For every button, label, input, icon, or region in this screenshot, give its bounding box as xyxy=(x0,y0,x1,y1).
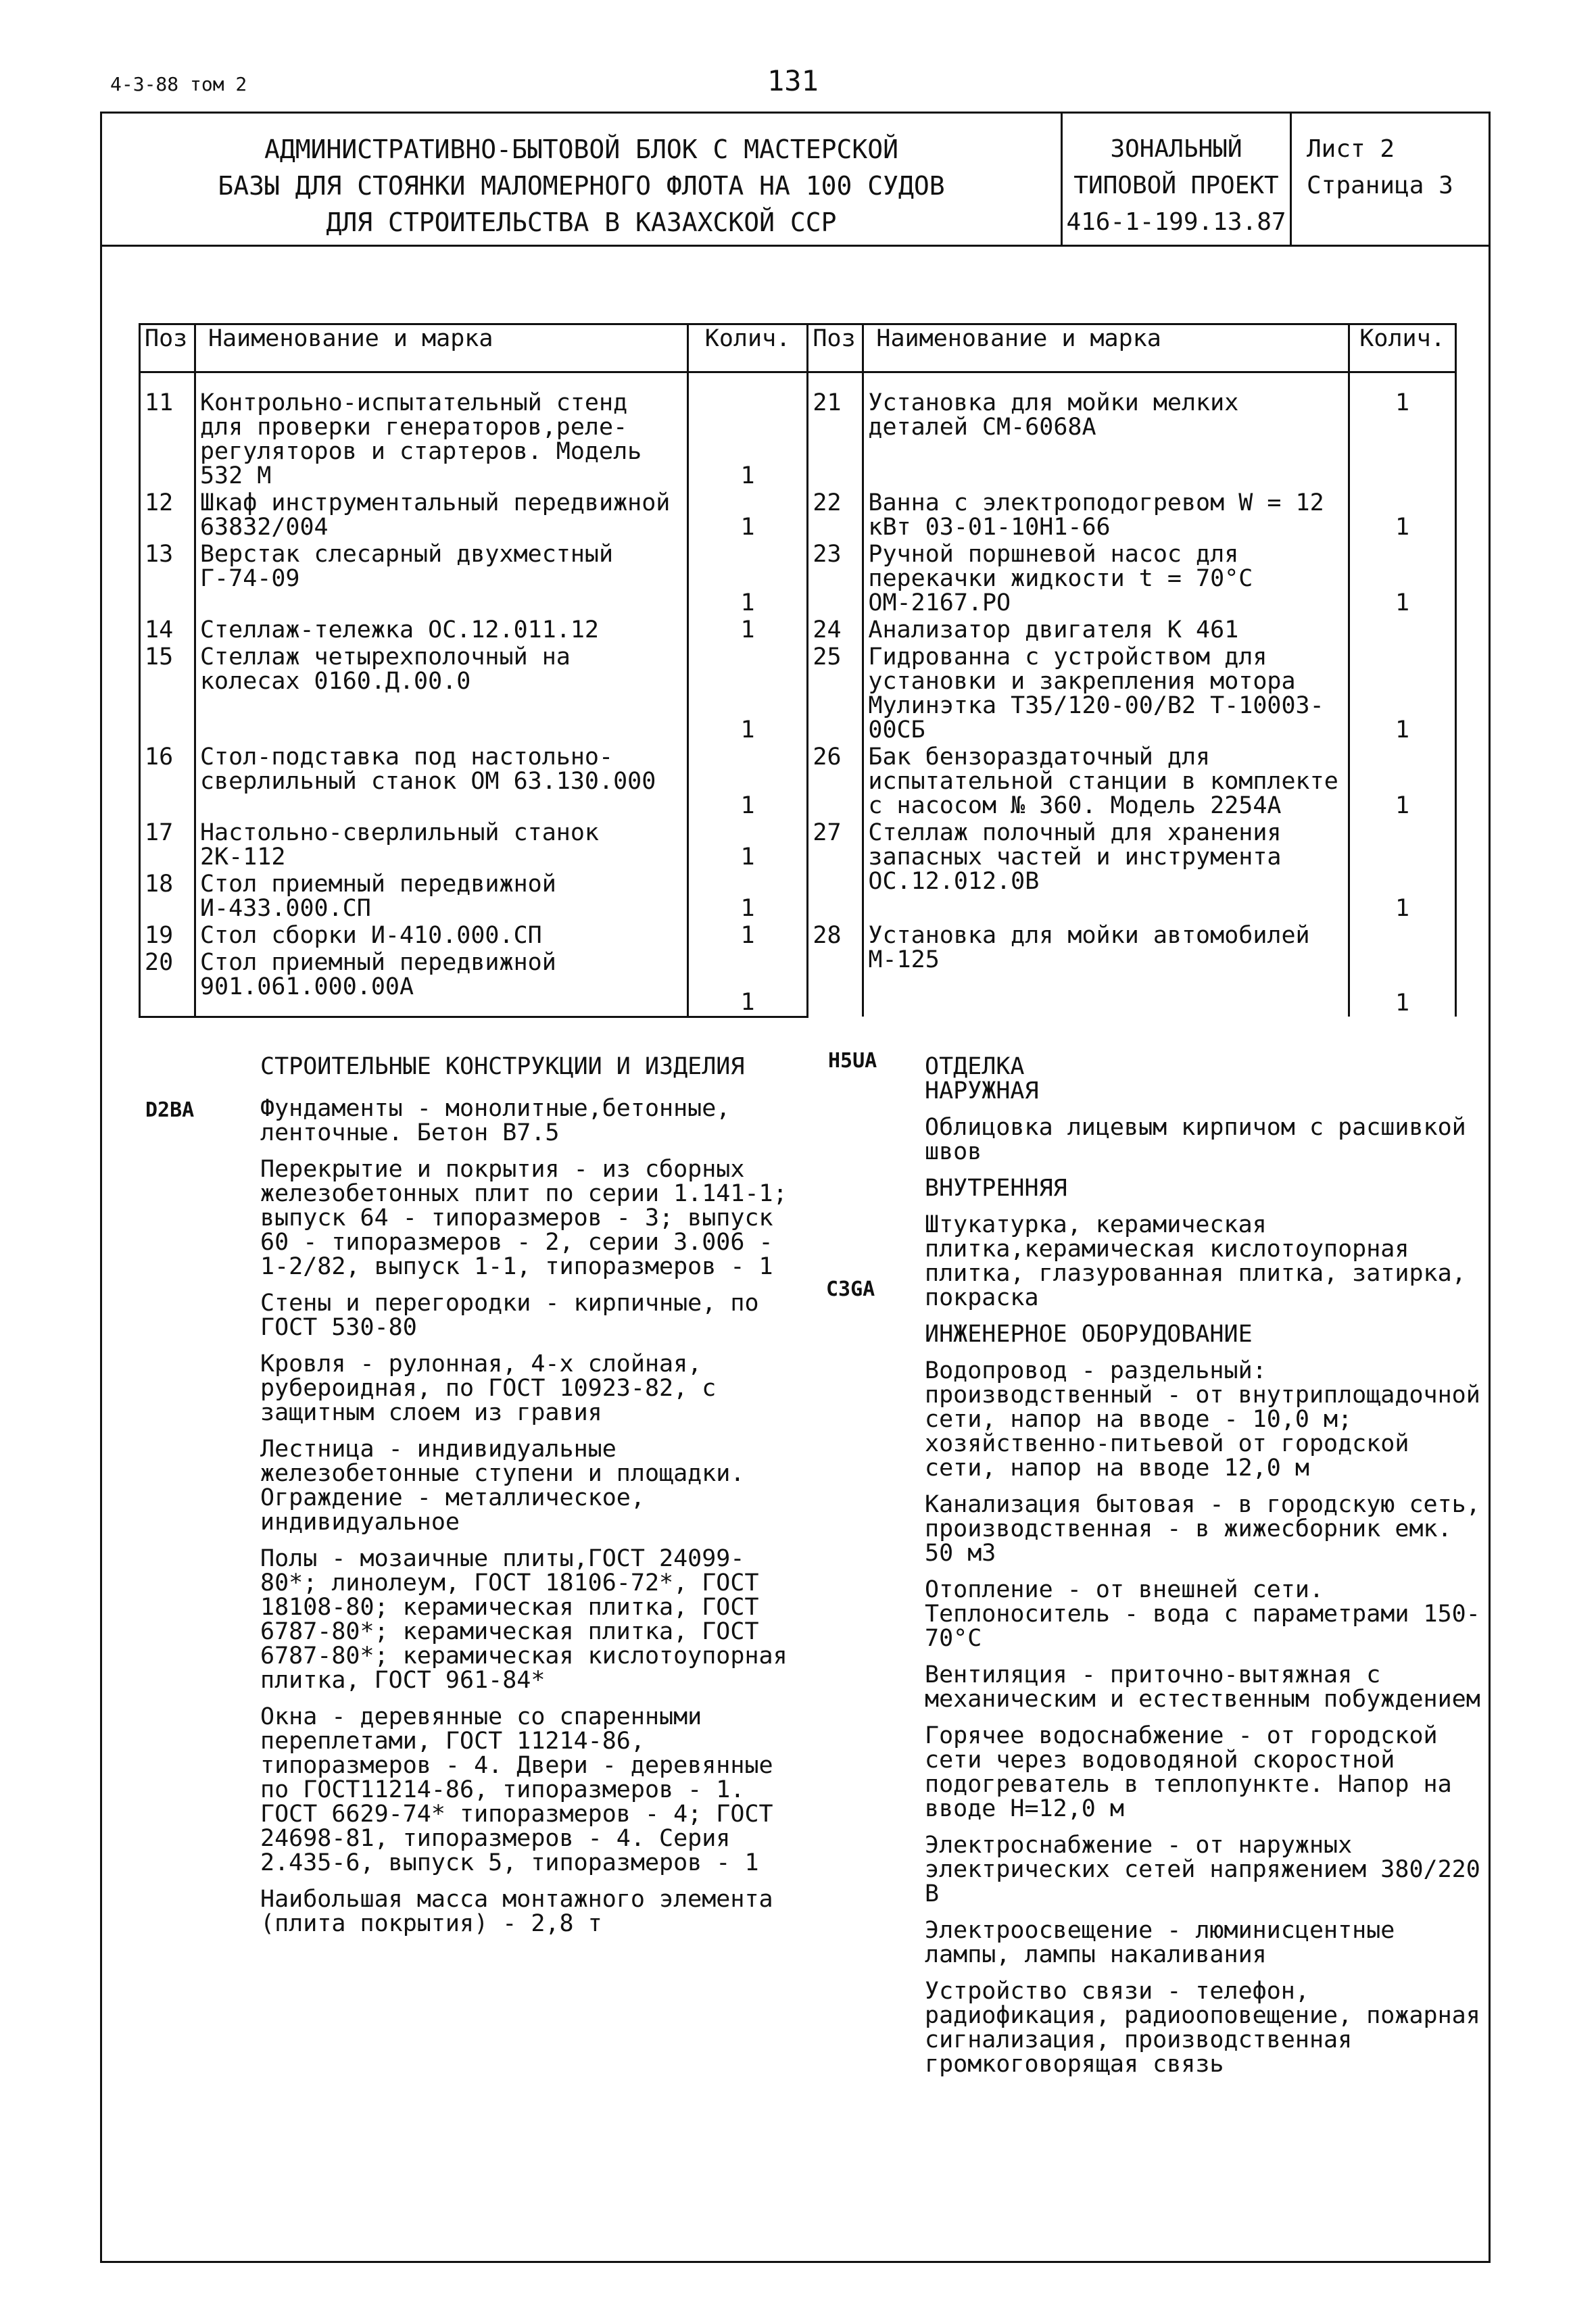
table-row xyxy=(140,541,1456,616)
page-number: 131 xyxy=(767,64,819,97)
pos-11: 11 xyxy=(140,372,195,490)
finishing-inner-heading: ВНУТРЕННЯЯ xyxy=(925,1175,1067,1202)
item-24-name: Анализатор двигателя К 461 xyxy=(863,616,1349,643)
code-stamp-engineering: C3GA xyxy=(826,1277,875,1301)
engineering-item: Канализация бытовая - в городскую сеть, производственная - в жижесборник емк. 50 м3 xyxy=(925,1491,1480,1567)
item-28-qty: 1 xyxy=(1349,922,1456,1017)
finishing-outer-heading: НАРУЖНАЯ xyxy=(925,1077,1039,1104)
construction-item: Наибольшая масса монтажного элемента (плита покрытия) - 2,8 т xyxy=(260,1886,773,1937)
project-code: 416-1-199.13.87 xyxy=(1066,208,1286,236)
item-12-qty: 1 xyxy=(687,489,808,541)
pos-15: 15 xyxy=(140,643,195,744)
finishing-heading: ОТДЕЛКА xyxy=(925,1053,1025,1080)
header-qty-right: Колич. xyxy=(1349,324,1456,372)
pos-14: 14 xyxy=(140,616,195,643)
engineering-item: Электроосвещение - люминисцентные лампы, лампы накаливания xyxy=(925,1917,1395,1968)
table-row xyxy=(140,372,1456,490)
item-23-name: Ручной поршневой насос для перекачки жидкости t = 70°С ОМ-2167.РО xyxy=(863,541,1349,616)
item-15-name: Стеллаж четырехполочный на колесах 0160.Д.00.0 xyxy=(195,643,687,744)
finishing-outer: Облицовка лицевым кирпичом с расшивкой швов xyxy=(925,1114,1466,1165)
item-27-qty: 1 xyxy=(1349,819,1456,922)
header-name-left: Наименование и марка xyxy=(195,324,687,372)
code-stamp-finishing: H5UA xyxy=(828,1049,877,1073)
pos-26: 26 xyxy=(808,744,863,819)
engineering-item: Горячее водоснабжение - от городской сети через водоводяной скоростной подогреватель в теплопункте. Напор на вводе Н=12,0 м xyxy=(925,1722,1452,1822)
pos-23: 23 xyxy=(808,541,863,616)
pos-24: 24 xyxy=(808,616,863,643)
item-21-qty: 1 xyxy=(1349,372,1456,490)
title-line-1: АДМИНИСТРАТИВНО-БЫТОВОЙ БЛОК С МАСТЕРСКОЙ xyxy=(264,135,898,164)
construction-item: Полы - мозаичные плиты,ГОСТ 24099-80*; линолеум, ГОСТ 18106-72*, ГОСТ 18108-80; керамическая плитка, ГОСТ 6787-80*; керамическая плитка, ГОСТ 6787-80*; керамическая кислотоупорная плитка, ГОСТ 961-84* xyxy=(260,1545,788,1694)
item-26-name: Бак бензораздаточный для испытательной станции в комплекте с насосом № 360. Модель 2254А xyxy=(863,744,1349,819)
item-27-name: Стеллаж полочный для хранения запасных частей и инструмента ОС.12.012.0В xyxy=(863,819,1349,922)
pos-28: 28 xyxy=(808,922,863,1017)
equipment-table xyxy=(139,323,1457,1018)
construction-item: Стены и перегородки - кирпичные, по ГОСТ 530-80 xyxy=(260,1290,759,1341)
item-20-name: Стол приемный передвижной 901.061.000.00А xyxy=(195,949,687,1017)
title-bottom-rule xyxy=(100,245,1491,247)
item-25-qty: 1 xyxy=(1349,643,1456,744)
item-21-name: Установка для мойки мелких деталей СМ-6068А xyxy=(863,372,1349,490)
table-row xyxy=(140,922,1456,949)
item-11-name: Контрольно-испытательный стенд для проверки генераторов,реле-регуляторов и стартеров. Модель 532 М xyxy=(195,372,687,490)
pos-22: 22 xyxy=(808,489,863,541)
document-reference: 4-3-88 том 2 xyxy=(110,73,247,95)
item-14-qty: 1 xyxy=(687,616,808,643)
header-name-right: Наименование и марка xyxy=(863,324,1349,372)
project-line-1: ЗОНАЛЬНЫЙ xyxy=(1110,135,1242,163)
item-19-name: Стол сборки И-410.000.СП xyxy=(195,922,687,949)
item-22-qty: 1 xyxy=(1349,489,1456,541)
project-type-cell xyxy=(1061,112,1292,247)
item-13-qty: 1 xyxy=(687,541,808,616)
engineering-item: Вентиляция - приточно-вытяжная с механическим и естественным побуждением xyxy=(925,1661,1480,1713)
constructions-heading: СТРОИТЕЛЬНЫЕ КОНСТРУКЦИИ И ИЗДЕЛИЯ xyxy=(260,1053,745,1080)
construction-item: Окна - деревянные со спаренными переплетами, ГОСТ 11214-86, типоразмеров - 4. Двери - деревянные по ГОСТ11214-86, типоразмеров - 1. ГОСТ 6629-74* типоразмеров - 4; ГОСТ 24698-81, типоразмеров - 4. Серия 2.435-6, выпуск 5, типоразмеров - 1 xyxy=(260,1703,773,1876)
pos-20: 20 xyxy=(140,949,195,1017)
finishing-section xyxy=(925,1054,1486,2089)
pos-12: 12 xyxy=(140,489,195,541)
item-25-name: Гидрованна с устройством для установки и закрепления мотора Мулинэтка Т35/120-00/В2 Т-10003-00СБ xyxy=(863,643,1349,744)
sheet-number: Лист 2 xyxy=(1307,135,1395,163)
code-stamp-left: D2BA xyxy=(145,1098,195,1122)
construction-item: Перекрытие и покрытия - из сборных железобетонных плит по серии 1.141-1; выпуск 64 - типоразмеров - 3; выпуск 60 - типоразмеров - 2, серии 3.006 - 1-2/82, выпуск 1-1, типоразмеров - 1 xyxy=(260,1156,788,1280)
construction-item: Кровля - рулонная, 4-х слойная, рубероидная, по ГОСТ 10923-82, с защитным слоем из гравия xyxy=(260,1350,717,1426)
pos-21: 21 xyxy=(808,372,863,490)
item-18-qty: 1 xyxy=(687,871,808,922)
pos-19: 19 xyxy=(140,922,195,949)
construction-item: Фундаменты - монолитные,бетонные, ленточные. Бетон В7.5 xyxy=(260,1095,731,1146)
item-20-qty: 1 xyxy=(687,949,808,1017)
engineering-item: Устройство связи - телефон, радиофикация, радиооповещение, пожарная сигнализация, производственная громкоговорящая связь xyxy=(925,1978,1480,2078)
pos-27: 27 xyxy=(808,819,863,922)
table-row xyxy=(140,489,1456,541)
table-header-row xyxy=(140,324,1456,372)
item-24-qty xyxy=(1349,616,1456,643)
table-row xyxy=(140,819,1456,871)
table-row xyxy=(140,744,1456,819)
engineering-item: Водопровод - раздельный: производственный - от внутриплощадочной сети, напор на вводе - 10,0 м; хозяйственно-питьевой от городской сети, напор на вводе 12,0 м xyxy=(925,1357,1480,1482)
item-14-name: Стеллаж-тележка ОС.12.011.12 xyxy=(195,616,687,643)
item-23-qty: 1 xyxy=(1349,541,1456,616)
title-line-2: БАЗЫ ДЛЯ СТОЯНКИ МАЛОМЕРНОГО ФЛОТА НА 100 СУДОВ xyxy=(218,171,945,201)
item-17-qty: 1 xyxy=(687,819,808,871)
title-block xyxy=(100,112,1063,247)
engineering-item: Электроснабжение - от наружных электрических сетей напряжением 380/220 В xyxy=(925,1832,1480,1907)
construction-item: Лестница - индивидуальные железобетонные ступени и площадки. Ограждение - металлическое, индивидуальное xyxy=(260,1436,745,1536)
item-19-qty: 1 xyxy=(687,922,808,949)
page-label: Страница 3 xyxy=(1307,172,1453,199)
item-15-qty: 1 xyxy=(687,643,808,744)
finishing-inner: Штукатурка, керамическая плитка,керамическая кислотоупорная плитка, глазурованная плитка, затирка, покраска xyxy=(925,1211,1466,1311)
item-17-name: Настольно-сверлильный станок 2К-112 xyxy=(195,819,687,871)
item-18-name: Стол приемный передвижной И-433.000.СП xyxy=(195,871,687,922)
header-pos-left: Поз xyxy=(140,324,195,372)
item-11-qty: 1 xyxy=(687,372,808,490)
pos-16: 16 xyxy=(140,744,195,819)
pos-13: 13 xyxy=(140,541,195,616)
constructions-section xyxy=(260,1054,794,1948)
item-28-name: Установка для мойки автомобилей М-125 xyxy=(863,922,1349,1017)
project-line-2: ТИПОВОЙ ПРОЕКТ xyxy=(1073,172,1279,199)
pos-18: 18 xyxy=(140,871,195,922)
engineering-heading: ИНЖЕНЕРНОЕ ОБОРУДОВАНИЕ xyxy=(925,1321,1253,1348)
table-row xyxy=(140,643,1456,744)
title-line-3: ДЛЯ СТРОИТЕЛЬСТВА В КАЗАХСКОЙ ССР xyxy=(326,208,837,237)
sheet-cell xyxy=(1290,112,1491,247)
pos-25: 25 xyxy=(808,643,863,744)
item-16-qty: 1 xyxy=(687,744,808,819)
header-pos-right: Поз xyxy=(808,324,863,372)
table-row xyxy=(140,616,1456,643)
item-16-name: Стол-подставка под настольно-сверлильный станок ОМ 63.130.000 xyxy=(195,744,687,819)
item-26-qty: 1 xyxy=(1349,744,1456,819)
pos-17: 17 xyxy=(140,819,195,871)
header-qty-left: Колич. xyxy=(687,324,808,372)
item-13-name: Верстак слесарный двухместный Г-74-09 xyxy=(195,541,687,616)
engineering-item: Отопление - от внешней сети. Теплоноситель - вода с параметрами 150-70°С xyxy=(925,1576,1480,1652)
item-22-name: Ванна с электроподогревом W = 12 кВт 03-01-10Н1-66 xyxy=(863,489,1349,541)
item-12-name: Шкаф инструментальный передвижной 63832/004 xyxy=(195,489,687,541)
